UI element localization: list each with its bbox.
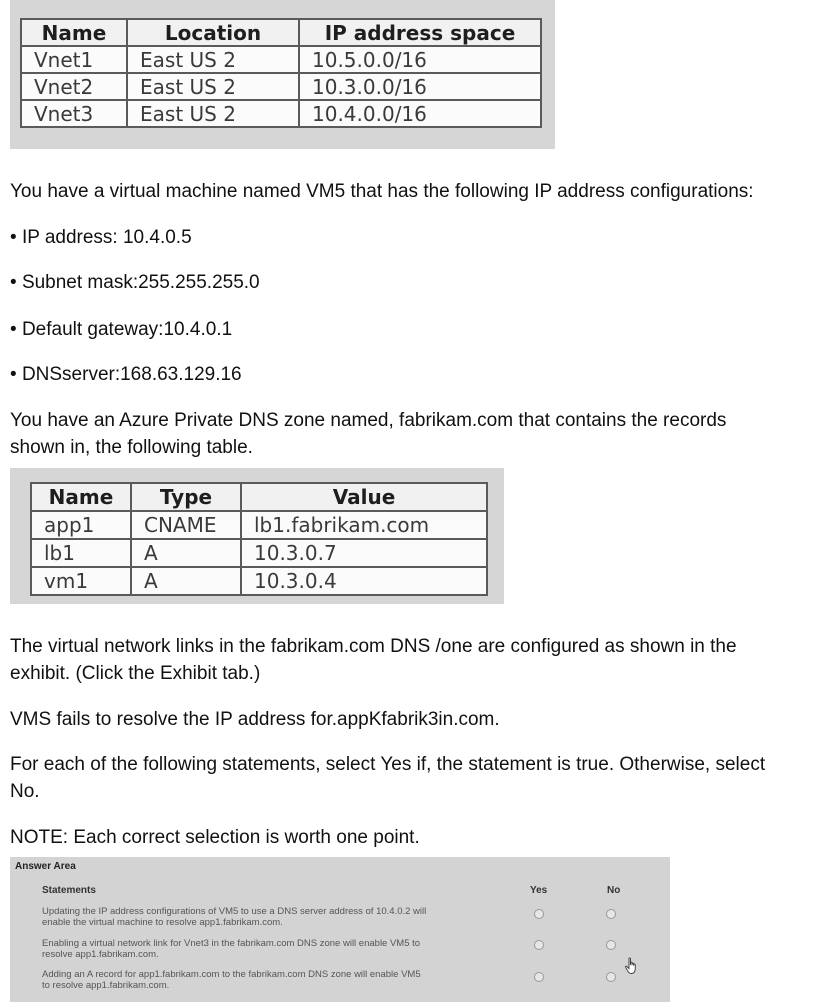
table-cell: East US 2	[127, 100, 299, 127]
no-header: No	[607, 885, 621, 896]
table-cell: 10.3.0.7	[241, 539, 487, 567]
statement-2-line1: Enabling a virtual network link for Vnet3 in the fabrikam.com DNS zone will enable VM5 to	[42, 938, 421, 949]
statement-1-line1: Updating the IP address configurations of VM5 to use a DNS server address of 10.4.0.2 will	[42, 906, 427, 917]
statement-3-line1: Adding an A record for app1.fabrikam.com to the fabrikam.com DNS zone will enable VM5	[42, 969, 421, 980]
statement-3-yes-radio[interactable]	[534, 972, 544, 982]
zone-intro-line1: You have an Azure Private DNS zone named, fabrikam.com that contains the records	[10, 410, 727, 431]
table-row	[31, 511, 487, 539]
table-row	[21, 46, 541, 73]
instructions-line1: For each of the following statements, select Yes if, the statement is true. Otherwise, select	[10, 754, 766, 775]
table-cell: 10.5.0.0/16	[299, 46, 541, 73]
hand-pointer-icon	[624, 957, 640, 975]
statement-3-line2: to resolve app1.fabrikam.com.	[42, 980, 170, 991]
table-row	[31, 567, 487, 595]
links-text-line1: The virtual network links in the fabrikam.com DNS /one are configured as shown in the	[10, 636, 737, 657]
table-header-row	[31, 483, 487, 511]
table-cell: 10.3.0.0/16	[299, 73, 541, 100]
instructions-line2: No.	[10, 781, 40, 802]
answer-area	[10, 857, 670, 1002]
statement-1	[42, 906, 502, 928]
table-cell: A	[131, 539, 241, 567]
yes-header: Yes	[530, 885, 548, 896]
statement-1-line2: enable the virtual machine to resolve app1.fabrikam.com.	[42, 917, 283, 928]
vnet-table	[20, 18, 542, 128]
table-cell: lb1.fabrikam.com	[241, 511, 487, 539]
statement-2-no-radio[interactable]	[606, 940, 616, 950]
table-cell: Vnet2	[21, 73, 127, 100]
table-cell: vm1	[31, 567, 131, 595]
table-cell: CNAME	[131, 511, 241, 539]
bullet-dns-server: • DNSserver:168.63.129.16	[10, 361, 242, 388]
column-header: Type	[131, 483, 241, 511]
statement-3	[42, 969, 502, 991]
resolve-failure-text: VMS fails to resolve the IP address for.appKfabrik3in.com.	[10, 709, 500, 730]
statement-3-no-radio[interactable]	[606, 972, 616, 982]
table-cell: A	[131, 567, 241, 595]
table-row	[21, 100, 541, 127]
column-header: Value	[241, 483, 487, 511]
table-row	[21, 73, 541, 100]
bullet-default-gateway: • Default gateway:10.4.0.1	[10, 316, 232, 343]
statement-1-no-radio[interactable]	[606, 909, 616, 919]
table-row	[31, 539, 487, 567]
statements-header: Statements	[42, 885, 96, 896]
table-cell: lb1	[31, 539, 131, 567]
answer-area-title: Answer Area	[15, 861, 76, 872]
dns-records-table-image	[10, 468, 504, 604]
zone-intro-line2: shown in, the following table.	[10, 437, 253, 458]
bullet-ip-address: • IP address: 10.4.0.5	[10, 224, 192, 251]
table-cell: app1	[31, 511, 131, 539]
statement-1-yes-radio[interactable]	[534, 909, 544, 919]
statement-2-line2: resolve app1.fabrikam.com.	[42, 949, 159, 960]
vm-intro-text: You have a virtual machine named VM5 that has the following IP address configurations:	[10, 181, 754, 202]
column-header: IP address space	[299, 19, 541, 46]
vnet-table-image	[10, 0, 555, 149]
note-text: NOTE: Each correct selection is worth one point.	[10, 827, 420, 848]
table-cell: Vnet3	[21, 100, 127, 127]
column-header: Name	[31, 483, 131, 511]
dns-records-table	[30, 482, 488, 596]
statement-2-yes-radio[interactable]	[534, 940, 544, 950]
statement-2	[42, 938, 502, 960]
table-cell: East US 2	[127, 46, 299, 73]
table-cell: Vnet1	[21, 46, 127, 73]
table-cell: 10.4.0.0/16	[299, 100, 541, 127]
bullet-subnet-mask: • Subnet mask:255.255.255.0	[10, 269, 260, 296]
links-text-line2: exhibit. (Click the Exhibit tab.)	[10, 663, 261, 684]
column-header: Location	[127, 19, 299, 46]
column-header: Name	[21, 19, 127, 46]
table-header-row	[21, 19, 541, 46]
table-cell: 10.3.0.4	[241, 567, 487, 595]
table-cell: East US 2	[127, 73, 299, 100]
